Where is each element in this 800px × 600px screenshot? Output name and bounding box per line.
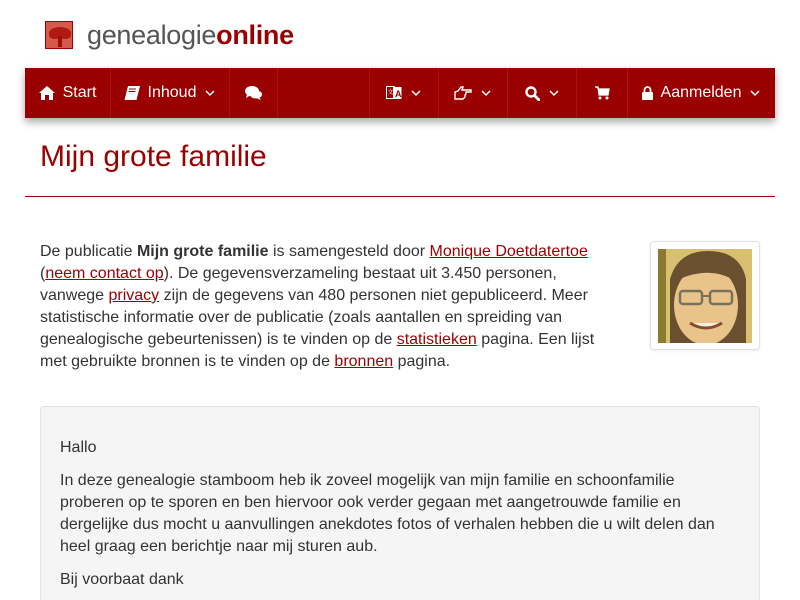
intro-text: ). De gegevensverzameling bestaat uit 3.450 personen, vanwege — [40, 265, 557, 304]
intro-text: ( — [40, 265, 46, 282]
description-paragraph: Bij voorbaat dank — [60, 571, 184, 588]
intro-text: De publicatie — [40, 243, 137, 260]
statistics-link[interactable]: statistieken — [396, 331, 477, 348]
publication-description — [40, 406, 760, 600]
nav-inhoud-label: Inhoud — [147, 84, 197, 101]
page-title: Mijn grote familie — [40, 140, 267, 173]
description-paragraph: Hallo — [60, 439, 97, 456]
svg-text:A: A — [395, 89, 402, 99]
privacy-link[interactable]: privacy — [108, 287, 160, 304]
nav-login[interactable] — [627, 68, 775, 118]
publication-name: Mijn grote familie — [136, 243, 269, 260]
sources-link[interactable]: bronnen — [334, 353, 394, 370]
site-logo[interactable] — [45, 20, 294, 50]
nav-login-label: Aanmelden — [660, 84, 742, 101]
chevron-down-icon — [204, 87, 216, 99]
author-link[interactable]: Monique Doetdatertoe — [429, 243, 588, 260]
nav-forum[interactable] — [230, 68, 278, 118]
intro-text: is samengesteld door — [268, 243, 430, 260]
author-photo-frame[interactable] — [650, 241, 760, 350]
cart-icon — [595, 86, 610, 100]
book-icon — [124, 86, 140, 101]
intro-text: pagina. — [393, 353, 451, 370]
nav-language[interactable] — [369, 68, 438, 118]
search-icon — [525, 86, 540, 101]
svg-text:文: 文 — [387, 90, 394, 96]
nav-start[interactable] — [25, 68, 111, 118]
publication-intro — [40, 241, 615, 373]
nav-start-label: Start — [62, 84, 97, 101]
intro-text: pagina. Een lijst met gebruikte bronnen is te vinden op de — [40, 331, 595, 370]
chevron-down-icon — [749, 87, 761, 99]
tree-icon — [45, 21, 73, 49]
contact-link[interactable]: neem contact op — [45, 265, 164, 282]
hand-pointer-icon — [454, 86, 472, 100]
home-icon — [39, 86, 55, 100]
translate-icon — [386, 85, 402, 101]
chevron-down-icon — [410, 87, 422, 99]
nav-shop[interactable] — [576, 68, 627, 118]
logo-text-light: genealogie — [87, 20, 217, 50]
comments-icon — [245, 86, 262, 100]
author-photo — [658, 249, 752, 343]
logo-text-bold: online — [216, 20, 294, 50]
description-paragraph: In deze genealogie stamboom heb ik zoveel mogelijk van mijn familie en schoonfamilie proberen op te sporen en ben hiervoor ook verder gegaan met aangetrouwde familie en dergelijke dus mocht u aanvullingen anekdotes fotos of verhalen hebben die u wilt delen dan heel graag een berichtje naar mij sturen aub. — [60, 472, 715, 555]
chevron-down-icon — [480, 87, 492, 99]
nav-search[interactable] — [507, 68, 576, 118]
site-name — [87, 20, 294, 50]
intro-text: zijn de gegevens van 480 personen niet gepubliceerd. Meer statistische informatie over de publicatie (zoals aantallen en spreiding van genealogische gebeurtenissen) is te vinden op de — [40, 287, 588, 348]
title-divider — [25, 196, 775, 197]
main-navbar — [25, 68, 775, 118]
nav-spacer — [278, 68, 369, 118]
chevron-down-icon — [548, 87, 560, 99]
nav-actions[interactable] — [438, 68, 507, 118]
lock-icon — [642, 86, 653, 100]
nav-inhoud[interactable] — [111, 68, 230, 118]
